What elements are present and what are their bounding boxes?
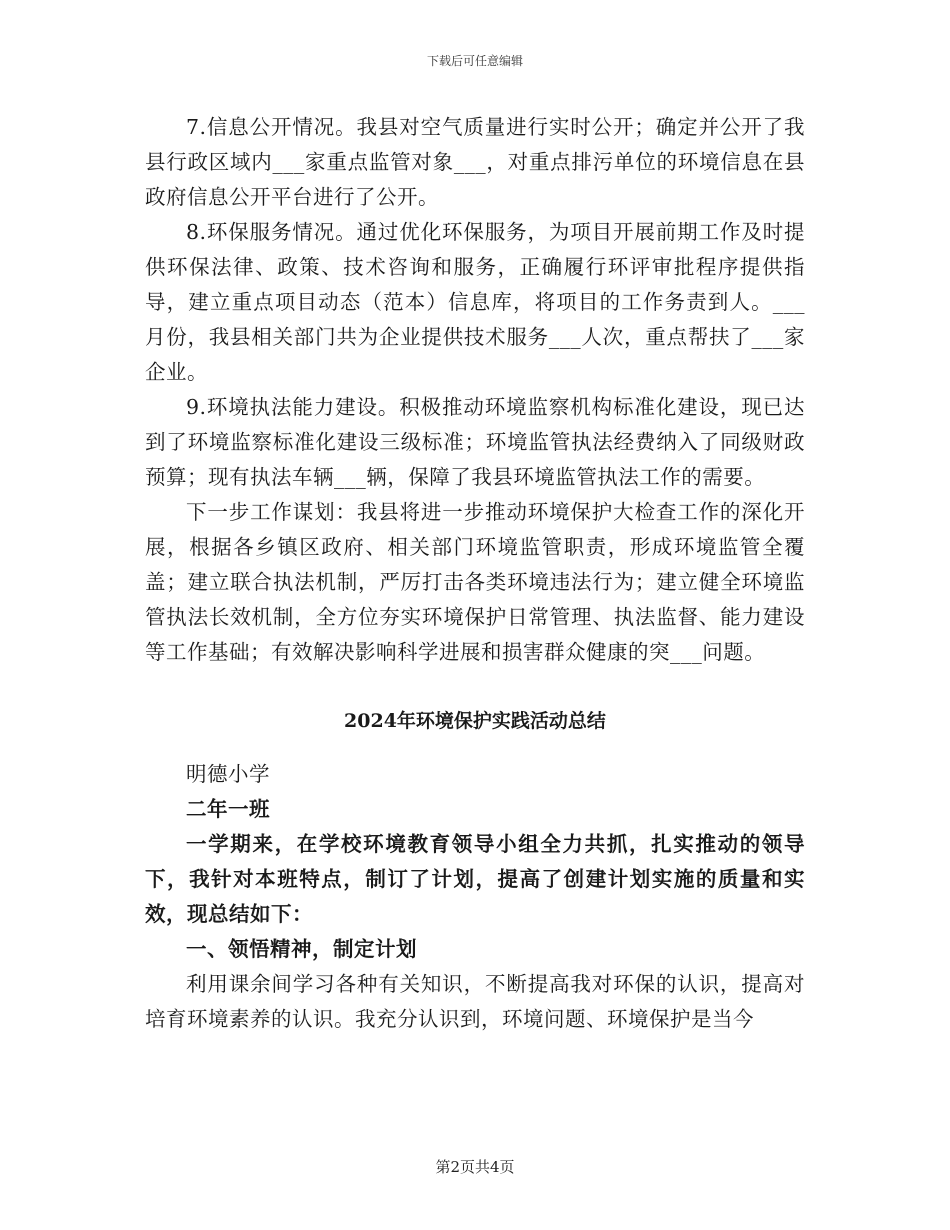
class-name: 二年一班 xyxy=(186,797,270,821)
header-note: 下载后可任意编辑 xyxy=(426,54,523,68)
paragraph-body-1: 利用课余间学习各种有关知识，不断提高我对环保的认识，提高对培育环境素养的认识。我充分认识到，环境问题、环境保护是当今 xyxy=(145,972,805,1031)
page-number: 第2页共4页 xyxy=(435,1158,515,1176)
paragraph-info-disclosure: 7.信息公开情况。我县对空气质量进行实时公开；确定并公开了我县行政区域内___家重点监管对象___，对重点排污单位的环境信息在县政府信息公开平台进行了公开。 xyxy=(145,115,805,209)
paragraph-env-service: 8.环保服务情况。通过优化环保服务，为项目开展前期工作及时提供环保法律、政策、技术咨询和服务，正确履行环评审批程序提供指导，建立重点项目动态（范本）信息库，将项目的工作务责到人。___月份，我县相关部门共为企业提供技术服务___人次，重点帮扶了___家企业。 xyxy=(145,220,805,384)
paragraph-intro: 一学期来，在学校环境教育领导小组全力共抓，扎实推动的领导下，我针对本班特点，制订了计划，提高了创建计划实施的质量和实效，现总结如下： xyxy=(145,832,805,926)
school-name: 明德小学 xyxy=(186,762,270,786)
paragraph-enforcement-capacity: 9.环境执法能力建设。积极推动环境监察机构标准化建设，现已达到了环境监察标准化建设三级标准；环境监管执法经费纳入了同级财政预算；现有执法车辆___辆，保障了我县环境监管执法工作的需要。 xyxy=(145,395,805,489)
heading-plan: 一、领悟精神，制定计划 xyxy=(186,937,417,961)
paragraph-next-step: 下一步工作谋划：我县将进一步推动环境保护大检查工作的深化开展，根据各乡镇区政府、相关部门环境监管职责，形成环境监管全覆盖；建立联合执法机制，严厉打击各类环境违法行为；建立健全环境监管执法长效机制，全方位夯实环境保护日常管理、执法监督、能力建设等工作基础；有效解决影响科学进展和损害群众健康的突___问题。 xyxy=(145,500,805,664)
document-body xyxy=(145,110,805,1037)
section-title: 2024年环境保护实践活动总结 xyxy=(344,710,606,732)
